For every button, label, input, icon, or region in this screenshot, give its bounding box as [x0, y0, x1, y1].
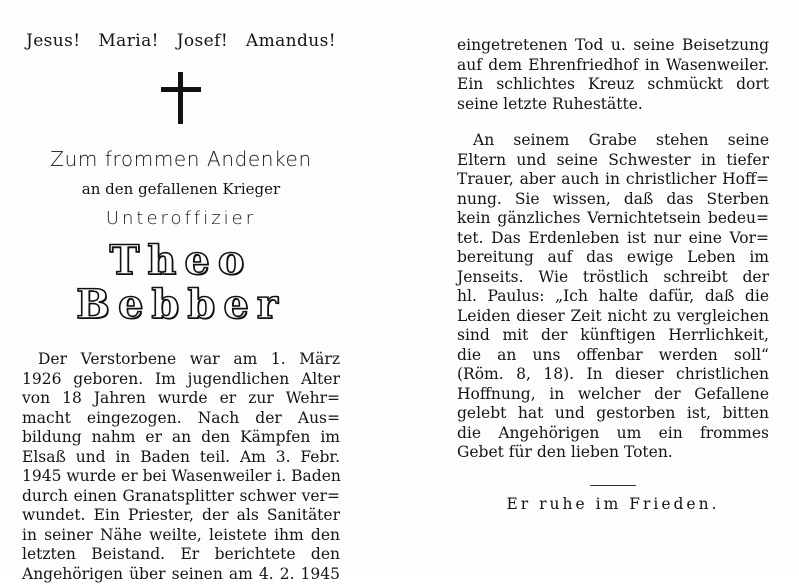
- divider: [590, 485, 636, 486]
- text-line: kein gänzliches Vernichtetsein bedeu=: [457, 209, 769, 229]
- invocation-josef: Josef!: [177, 30, 228, 52]
- text-line: Hoffnung, in welcher der Gefallene: [457, 385, 769, 405]
- text-line: Gebet für den lieben Toten.: [457, 443, 769, 463]
- text-line: Der Verstorbene war am 1. März: [22, 350, 340, 370]
- text-line: hl. Paulus: „Ich halte dafür, daß die: [457, 287, 769, 307]
- text-line: sind mit der künftigen Herrlichkeit,: [457, 326, 769, 346]
- text-line: An seinem Grabe stehen seine: [457, 131, 769, 151]
- text-line: 1926 geboren. Im jugendlichen Alter: [22, 370, 340, 390]
- text-line: tet. Das Erdenleben ist nur eine Vor=: [457, 229, 769, 249]
- latin-cross-icon: [161, 72, 201, 124]
- text-line: die an uns offenbar werden soll“: [457, 346, 769, 366]
- text-line: macht eingezogen. Nach der Aus=: [22, 409, 340, 429]
- text-line: seine letzte Ruhestätte.: [457, 95, 769, 115]
- text-line: bereitung auf das ewige Leben im: [457, 248, 769, 268]
- text-line: Leiden dieser Zeit nicht zu vergleichen: [457, 307, 769, 327]
- text-line: in seiner Nähe weilte, leistete ihm den: [22, 526, 340, 546]
- text-line: auf dem Ehrenfriedhof in Wasenweiler.: [457, 56, 769, 76]
- text-line: (Röm. 8, 18). In dieser christlichen: [457, 365, 769, 385]
- memorial-header: [22, 146, 340, 231]
- closing-blessing: Er ruhe im Frieden.: [457, 495, 769, 513]
- text-line: von 18 Jahren wurde er zur Wehr=: [22, 389, 340, 409]
- text-line: Eltern und seine Schwester in tiefer: [457, 151, 769, 171]
- text-line: wundet. Ein Priester, der als Sanitäter: [22, 506, 340, 526]
- text-line: Ein schlichtes Kreuz schmückt dort: [457, 75, 769, 95]
- biography-paragraph: [22, 350, 340, 584]
- invocation-jesus: Jesus!: [26, 30, 81, 52]
- text-line: eingetretenen Tod u. seine Beisetzung: [457, 36, 769, 56]
- invocation-maria: Maria!: [98, 30, 158, 52]
- invocation-amandus: Amandus!: [246, 30, 336, 52]
- text-line: nung. Sie wissen, daß das Sterben: [457, 190, 769, 210]
- consolation-paragraph: [457, 131, 769, 463]
- rank: Unteroffizier: [22, 207, 340, 231]
- text-line: Trauer, aber auch in christlicher Hoff=: [457, 170, 769, 190]
- text-line: bildung nahm er an den Kämpfen im: [22, 428, 340, 448]
- text-line: die Angehörigen um ein frommes: [457, 424, 769, 444]
- text-line: letzten Beistand. Er berichtete den: [22, 545, 340, 565]
- deceased-name: Theo Bebber: [22, 239, 340, 327]
- text-line: Jenseits. Wie tröstlich schreibt der: [457, 268, 769, 288]
- invocation-line: [26, 30, 336, 52]
- left-panel: [22, 30, 340, 584]
- right-panel: [457, 36, 769, 513]
- memorial-title: Zum frommen Andenken: [22, 146, 340, 172]
- text-line: 1945 wurde er bei Wasenweiler i. Baden: [22, 467, 340, 487]
- burial-paragraph: [457, 36, 769, 114]
- text-line: Angehörigen über seinen am 4. 2. 1945: [22, 565, 340, 584]
- text-line: gelebt hat und gestorben ist, bitten: [457, 404, 769, 424]
- text-line: Elsaß und in Baden teil. Am 3. Febr.: [22, 448, 340, 468]
- text-line: durch einen Granatsplitter schwer ver=: [22, 487, 340, 507]
- memorial-subtitle: an den gefallenen Krieger: [22, 179, 340, 199]
